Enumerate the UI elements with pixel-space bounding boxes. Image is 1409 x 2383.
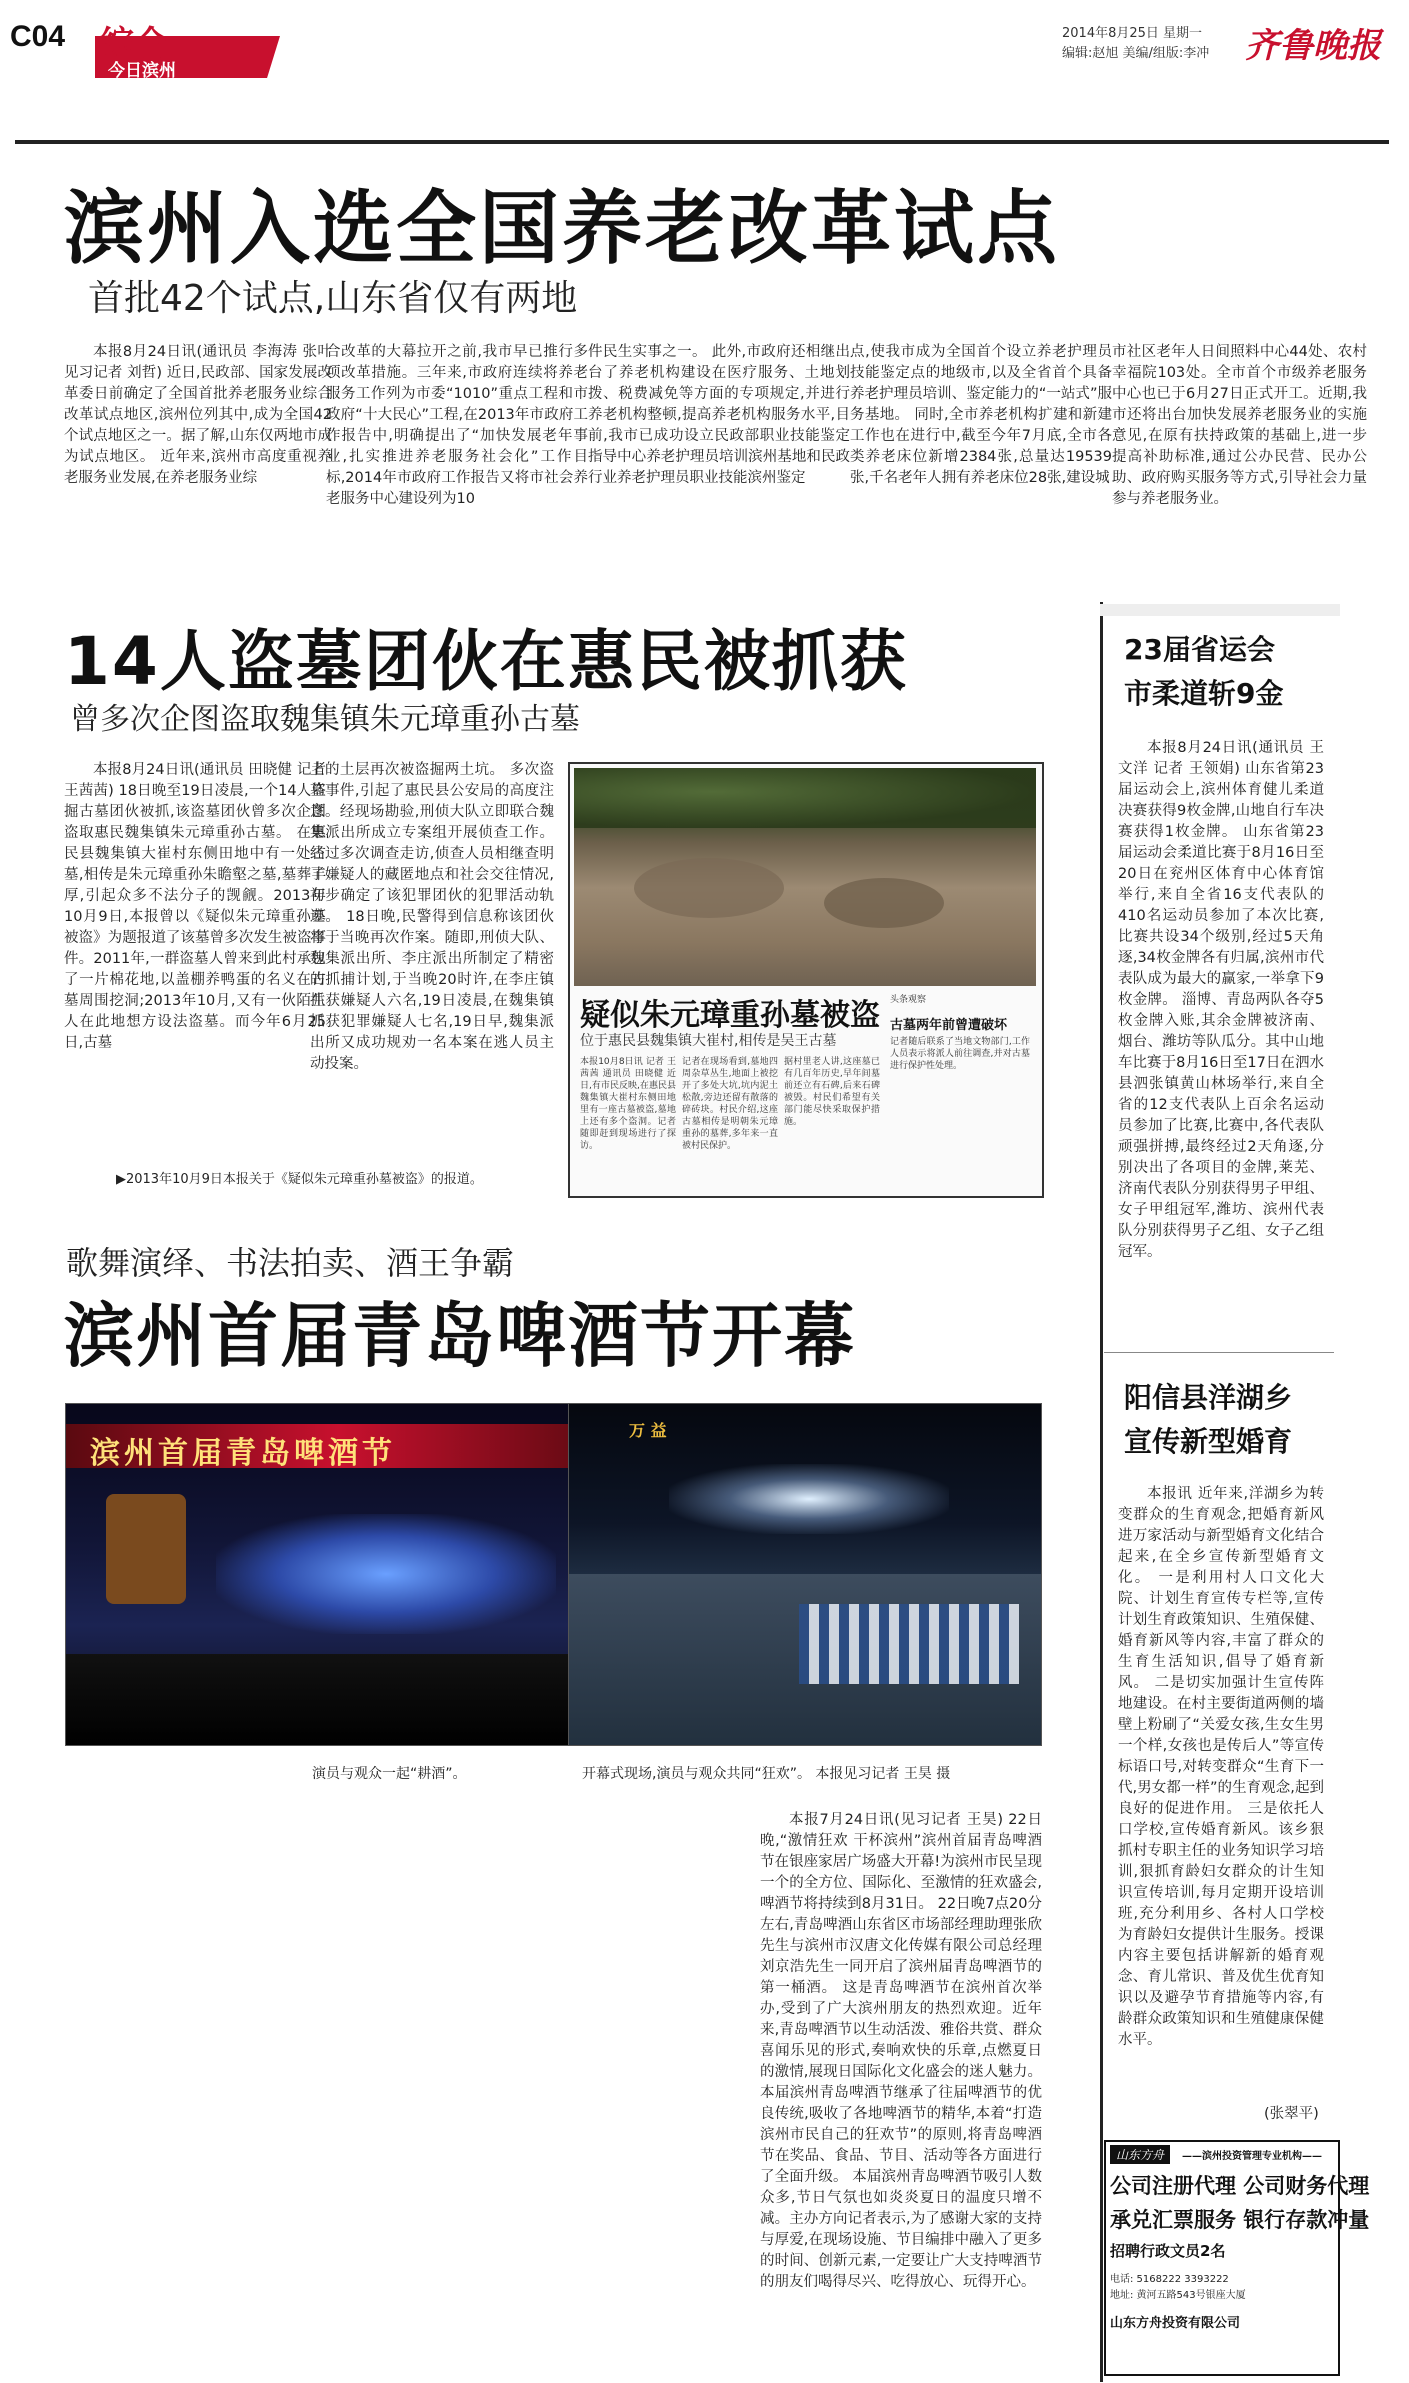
story2-col2: 上的土层再次被盗掘两土坑。 多次盗墓事件,引起了惠民县公安局的高度注意。经现场勘验,刑侦大队立即联合魏集派出所成立专案组开展侦查工作。经过多次调查走访,侦查人员相继查明了嫌疑人的藏匿地点和社会交往情况,初步确定了该犯罪团伙的犯罪活动轨迹。 18日晚,民警得到信息称该团伙将于当晚再次作案。随即,刑侦大队、魏集派出所、李庄派出所制定了精密的抓捕计划,于当晚20时许,在李庄镇抓获嫌疑人六名,19日凌晨,在魏集镇抓获犯罪嫌疑人七名,19日早,魏集派出所又成功规劝一名本案在逃人员主动投案。 — [310, 762, 554, 1072]
section-subtitle: 今日滨州 — [108, 61, 176, 81]
sidebar-story2-headline-1: 阳信县洋湖乡 — [1124, 1381, 1293, 1414]
ad-tag: 山东方舟 — [1110, 2145, 1170, 2164]
ad-company: 山东方舟投资有限公司 — [1110, 2316, 1241, 2331]
story3-headline: 滨州首届青岛啤酒节开幕 — [64, 1295, 856, 1377]
clip-title: 疑似朱元璋重孙墓被盗 — [580, 998, 880, 1033]
crowd-photo — [568, 1403, 1042, 1746]
story1-col1: 本报8月24日讯(通讯员 李海涛 张叶 见习记者 刘哲) 近日,民政部、国家发展改革委日前确定了全国首批养老服务业综合改革试点地区,滨州位列其中,成为全国42个试点地区之一。据了解,山东仅两地市成为试点地区。 近年来,滨州市高度重视养老服务业发展,在养老服务业综 — [64, 344, 332, 486]
story2-col1: 本报8月24日讯(通讯员 田晓健 记者 王茜茜) 18日晚至19日凌晨,一个14人盗掘古墓团伙被抓,该盗墓团伙曾多次企图盗取惠民魏集镇朱元璋重孙古墓。 在惠民县魏集镇大崔村东侧田地中有一处古墓,相传是朱元璋重孙朱瞻壑之墓,墓葬丰厚,引起众多不法分子的觊觎。2013年10月9日,本报曾以《疑似朱元璋重孙墓被盗》为题报道了该墓曾多次发生被盗事件。2011年,一群盗墓人曾来到此村承包了一片棉花地,以盖棚养鸭蛋的名义在古墓周围挖洞;2013年10月,又有一伙陌生人在此地想方设法盗墓。而今年6月25日,古墓 — [64, 762, 326, 1051]
archived-clipping — [568, 762, 1044, 1198]
ad-recruit: 招聘行政文员2名 — [1110, 2242, 1226, 2260]
editors: 编辑:赵旭 美编/组版:李冲 — [1062, 46, 1210, 61]
story2-headline: 14人盗墓团伙在惠民被抓获 — [64, 623, 908, 700]
clip-text-a: 本报10月8日讯 记者 王茜茜 通讯员 田晓健 近日,有市民反映,在惠民县魏集镇大崔村东侧田地里有一座古墓被盗,墓地上还有多个盗洞。记者随即赶到现场进行了探访。 — [580, 1057, 676, 1151]
sidebar-top-bar — [1100, 604, 1340, 616]
sidebar-story2-byline: (张翠平) — [1264, 2106, 1319, 2122]
story2-subhead: 曾多次企图盗取魏集镇朱元璋重孙古墓 — [70, 702, 580, 737]
story1-col4: 点,使我市成为全国首个设立养老护理员技能鉴定点的地级市,以及全省首个具备养老护理员培训、鉴定能力的“一站式”服务基地。 同时,全市养老机构扩建和新建工作也在进行中,截至今年7月底,全市各类养老床位新增2384张,总量达19539张,千名老年人拥有养老床位28张,建设城 — [850, 344, 1112, 486]
ad-line1: 公司注册代理 公司财务代理 — [1110, 2173, 1370, 2198]
sidebar-story2-headline-2: 宣传新型婚育 — [1124, 1425, 1293, 1458]
clip-text-c: 据村里老人讲,这座墓已有几百年历史,早年间墓前还立有石碑,后来石碑被毁。村民们希望有关部门能尽快采取保护措施。 — [784, 1057, 880, 1127]
story1-subhead: 首批42个试点,山东省仅有两地 — [88, 278, 578, 319]
photo2-sign: 万 益 — [629, 1421, 667, 1440]
tomb-photo — [574, 768, 1036, 986]
story3-text: 本报7月24日讯(见习记者 王昊) 22日晚,“激情狂欢 干杯滨州”滨州首届青岛啤酒节在银座家居广场盛大开幕!为滨州市民呈现一个的全方位、国际化、至激情的狂欢盛会,啤酒节将持续到8月31日。 22日晚7点20分左右,青岛啤酒山东省区市场部经理助理张欣先生与滨州市汉唐文化传媒有限公司总经理刘京浩先生一同开启了滨州届青岛啤酒节的第一桶酒。 这是青岛啤酒节在滨州首次举办,受到了广大滨州朋友的热烈欢迎。近年来,青岛啤酒节以生动活泼、雅俗共赏、群众喜闻乐见的形式,奏响欢快的乐章,点燃夏日的激情,展现日国际化文化盛会的迷人魅力。 本届滨州青岛啤酒节继承了往届啤酒节的优良传统,吸收了各地啤酒节的精华,本着“打造滨州市民自己的狂欢节”的原则,将青岛啤酒节在奖品、食品、节目、活动等各方面进行了全面升级。 本届滨州青岛啤酒节吸引人数众多,节日气氛也如炎炎夏日的温度只增不减。主办方向记者表示,为了感谢大家的支持与厚爱,在现场设施、节目编排中融入了更多的时间、创新元素,一定要让广大支持啤酒节的朋友们喝得尽兴、吃得放心、玩得开心。 — [760, 1812, 1042, 2290]
clip-text-b: 记者在现场看到,墓地四周杂草丛生,地面上被挖开了多处大坑,坑内泥土松散,旁边还留有散落的碎砖块。村民介绍,这座古墓相传是明朝朱元璋重孙的墓葬,多年来一直被村民保护。 — [682, 1057, 778, 1151]
clip-box-label: 头条观察 — [890, 995, 927, 1005]
photo2-caption: 开幕式现场,演员与观众共同“狂欢”。 本报见习记者 王昊 摄 — [582, 1766, 951, 1782]
sidebar-story1-text: 本报8月24日讯(通讯员 王文洋 记者 王领娟) 山东省第23届运动会上,滨州体育健儿柔道决赛获得9枚金牌,山地自行车决赛获得1枚金牌。 山东省第23届运动会柔道比赛于8月16日至20日在兖州区体育中心体育馆举行,来自全省16支代表队的410名运动员参加了本次比赛,比赛共设34个级别,经过5天角逐,34枚金牌各有归属,滨州市代表队成为最大的赢家,一举拿下9枚金牌。 淄博、青岛两队各夺5枚金牌入账,其余金牌被济南、烟台、潍坊等队瓜分。其中山地车比赛于8月16日至17日在泗水县泗张镇黄山林场举行,来自全省的12支代表队上百余名运动员参加了比赛,比赛中,各代表队顽强拼搏,最终经过2天角逐,分别决出了各项目的金牌,莱芜、济南代表队分别获得男子甲组、女子甲组冠军,潍坊、滨州代表队分别获得男子乙组、女子乙组冠军。 — [1118, 740, 1324, 1260]
story1-col3: 件民生实事之一。 此外,市政府还相继出台了养老机构建设在医疗服务、土地划拨、税费减免等方面的专项规定,并进行养老机构整顿,提高养老机构服务水平,目前,我市已成功设立民政部职业技能鉴定指导中心养老护理员培训滨州基地和民政行业养老护理员职业技能滨州鉴定 — [588, 344, 850, 486]
sidebar-divider — [1104, 1352, 1334, 1353]
ad-line2: 承兑汇票服务 银行存款冲量 — [1110, 2207, 1370, 2232]
clip-caption: 位于惠民县魏集镇大崔村,相传是吴王古墓 — [580, 1033, 837, 1049]
sidebar-story1-headline-2: 市柔道斩9金 — [1124, 677, 1284, 710]
issue-date: 2014年8月25日 星期一 — [1062, 26, 1203, 41]
header-rule — [15, 140, 1389, 144]
paper-name: 齐鲁晚报 — [1245, 26, 1381, 66]
clip-footer: ▶2013年10月9日本报关于《疑似朱元璋重孙墓被盗》的报道。 — [116, 1172, 483, 1187]
sidebar-story2-text: 本报讯 近年来,洋湖乡为转变群众的生育观念,把婚育新风进万家活动与新型婚育文化结合起来,在全乡宣传新型婚育文化。 一是利用村人口文化大院、计划生育宣传专栏等,宣传计划生育政策知识、生殖保健、婚育新风等内容,丰富了群众的生育生活知识,倡导了婚育新风。 二是切实加强计生宣传阵地建设。在村主要街道两侧的墙壁上粉刷了“关爱女孩,生女生男一个样,女孩也是传后人”等宣传标语口号,对转变群众“生育下一代,男女都一样”的生育观念,起到良好的促进作用。 三是依托人口学校,宣传婚育新风。该乡狠抓村专职主任的业务知识学习培训,狠抓育龄妇女群众的计生知识宣传培训,每月定期开设培训班,充分利用乡、各村人口学校为育龄妇女提供计生服务。授课内容主要包括讲解新的婚育观念、育儿常识、普及优生优育知识以及避孕节育措施等内容,有龄群众政策知识和生殖健康保健水平。 — [1118, 1486, 1324, 2048]
ad-phone: 电话: 5168222 3393222 — [1110, 2274, 1229, 2285]
ad-address: 地址: 黄河五路543号银座大厦 — [1110, 2290, 1246, 2301]
photo1-caption: 演员与观众一起“耕酒”。 — [312, 1766, 467, 1782]
ad-slogan: ——滨州投资管理专业机构—— — [1182, 2151, 1322, 2162]
clip-box-title: 古墓两年前曾遭破坏 — [890, 1018, 1008, 1033]
page-code: C04 — [10, 20, 66, 53]
ad-box — [1104, 2140, 1370, 2376]
story1-col2: 合改革的大幕拉开之前,我市早已推行多项改革措施。三年来,市政府连续将养老服务工作列为市委“1010”重点工程和市政府“十大民心”工程,在2013年市政府工作报告中,明确提出了“加快发展老年事业,扎实推进养老服务社会化”工作目标,2014年市政府工作报告又将市社会养老服务中心建设列为10 — [326, 344, 588, 507]
story1-col5: 市社区老年人日间照料中心44处、农村幸福院103处。全市首个市级养老服务中心也已于6月27日正式开工。近期,我市还将出台加快发展养老服务业的实施意见,在原有扶持政策的基础上,进一步提高补助标准,通过公办民营、民办公助、政府购买服务等方式,引导社会力量参与养老服务业。 — [1112, 344, 1367, 507]
clip-text-d: 记者随后联系了当地文物部门,工作人员表示将派人前往调查,并对古墓进行保护性处理。 — [890, 1037, 1030, 1071]
stage-banner-text: 滨州首届青岛啤酒节 — [90, 1436, 396, 1471]
story1-headline: 滨州入选全国养老改革试点 — [64, 182, 1060, 275]
section-title: 综合 — [100, 24, 168, 64]
story3-kicker: 歌舞演绎、书法拍卖、酒王争霸 — [66, 1244, 515, 1282]
sidebar-story1-headline-1: 23届省运会 — [1124, 633, 1275, 666]
stage-photo — [65, 1403, 610, 1746]
